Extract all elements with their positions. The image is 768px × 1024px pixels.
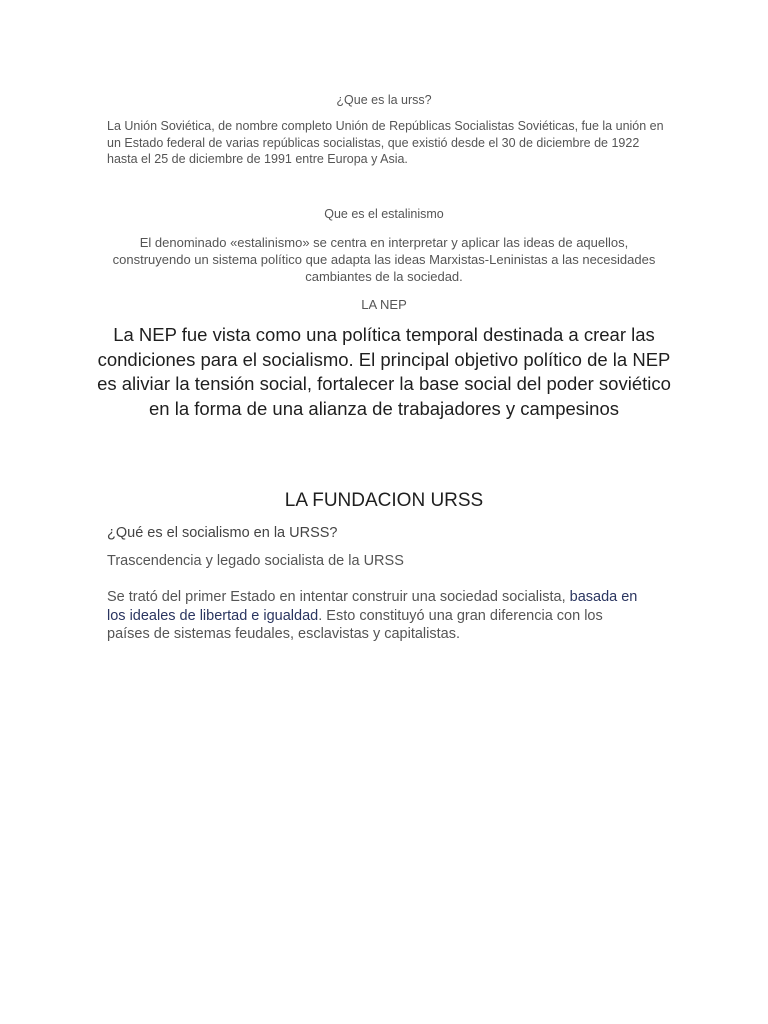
nep-heading: LA NEP	[361, 297, 407, 312]
urss-paragraph: La Unión Soviética, de nombre completo Unión de Repúblicas Socialistas Soviéticas, fue la unión en un Estado federal de varias repúblicas socialistas, que existió desde el 30 de diciembre de 1922 hasta el 25 de diciembre de 1991 entre Europa y Asia.	[107, 119, 664, 166]
estalinismo-question: Que es el estalinismo	[324, 207, 444, 221]
fundacion-paragraph-end: . Esto constituyó una gran diferencia con los países de sistemas feudales, esclavistas y capitalistas.	[107, 607, 603, 642]
urss-question: ¿Que es la urss?	[336, 93, 432, 107]
estalinismo-paragraph: El denominado «estalinismo» se centra en interpretar y aplicar las ideas de aquellos, construyendo un sistema político que adapta las ideas Marxistas-Leninistas a las necesidades cambiantes de la sociedad.	[112, 235, 656, 284]
fundacion-heading: LA FUNDACION URSS	[284, 490, 484, 511]
socialismo-question: ¿Qué es el socialismo en la URSS?	[107, 525, 338, 541]
ideales-link[interactable]: basada en los ideales de libertad e igualdad	[107, 589, 638, 624]
trascendencia-subheading: Trascendencia y legado socialista de la URSS	[107, 553, 404, 569]
fundacion-paragraph	[107, 588, 647, 644]
nep-paragraph: La NEP fue vista como una política temporal destinada a crear las condiciones para el socialismo. El principal objetivo político de la NEP es aliviar la tensión social, fortalecer la base social del poder soviético en la forma de una alianza de trabajadores y campesinos	[97, 324, 671, 419]
fundacion-paragraph-start: Se trató del primer Estado en intentar construir una sociedad socialista,	[107, 589, 570, 605]
